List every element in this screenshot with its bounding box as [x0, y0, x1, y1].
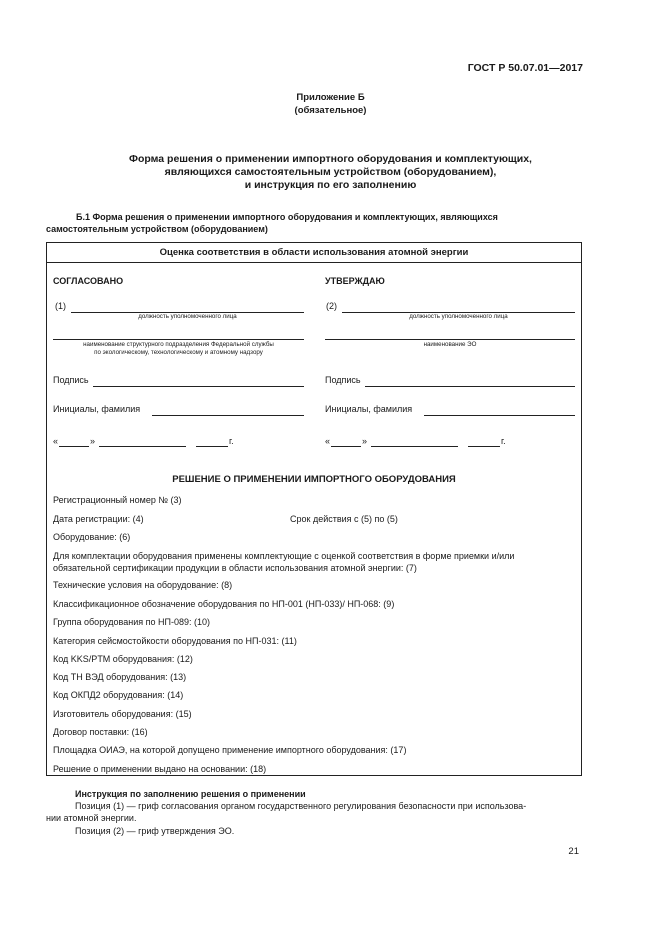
- field-components-line-2: обязательной сертификации продукции в области использования атомной энергии: (7): [53, 563, 417, 573]
- right-date-year-line[interactable]: [468, 446, 500, 447]
- field-site: Площадка ОИАЭ, на которой допущено применение импортного оборудования: (17): [53, 745, 407, 755]
- right-signature-label: Подпись: [325, 375, 361, 385]
- right-org-line[interactable]: [325, 339, 575, 340]
- section-heading-line-2: самостоятельным устройством (оборудованием): [46, 224, 268, 234]
- left-date-month-line[interactable]: [99, 446, 186, 447]
- field-group: Группа оборудования по НП-089: (10): [53, 617, 210, 627]
- field-validity: Срок действия с (5) по (5): [290, 514, 398, 524]
- left-signature-label: Подпись: [53, 375, 89, 385]
- form-title-line-2: являющихся самостоятельным устройством (оборудованием),: [164, 166, 497, 178]
- left-position-number: (1): [55, 301, 66, 311]
- form-title: [0, 153, 661, 192]
- appendix-heading: [0, 91, 661, 117]
- form-title-line-3: и инструкция по его заполнению: [244, 179, 417, 191]
- field-okpd2: Код ОКПД2 оборудования: (14): [53, 690, 184, 700]
- form-title-line-1: Форма решения о применении импортного оборудования и комплектующих,: [129, 153, 532, 165]
- field-equipment: Оборудование: (6): [53, 532, 131, 542]
- right-date-open-quote: «: [325, 436, 331, 446]
- page-number: 21: [568, 846, 579, 857]
- right-signature-line[interactable]: [365, 386, 575, 387]
- right-date-year-suffix: г.: [501, 436, 506, 446]
- field-contract: Договор поставки: (16): [53, 727, 148, 737]
- right-date-close-quote: »: [362, 436, 368, 446]
- right-position-number: (2): [326, 301, 337, 311]
- field-manufacturer: Изготовитель оборудования: (15): [53, 709, 192, 719]
- field-reg-number: Регистрационный номер № (3): [53, 495, 182, 505]
- right-position-caption: должность уполномоченного лица: [409, 313, 508, 320]
- instructions-title: Инструкция по заполнению решения о применении: [75, 789, 306, 799]
- decision-title: РЕШЕНИЕ О ПРИМЕНЕНИИ ИМПОРТНОГО ОБОРУДОВАНИЯ: [172, 474, 456, 485]
- approved-heading: СОГЛАСОВАНО: [53, 276, 124, 286]
- field-tnved: Код ТН ВЭД оборудования: (13): [53, 672, 187, 682]
- left-org-caption: [53, 341, 304, 357]
- left-org-line[interactable]: [53, 339, 304, 340]
- right-date-month-line[interactable]: [371, 446, 458, 447]
- section-heading-line-1: Б.1 Форма решения о применении импортного оборудования и комплектующих, являющихся: [76, 212, 498, 222]
- field-kks: Код KKS/PTM оборудования: (12): [53, 654, 193, 664]
- left-initials-line[interactable]: [152, 415, 304, 416]
- instructions-position-1-line-1: Позиция (1) — гриф согласования органом государственного регулирования безопасности при использова-: [75, 801, 527, 811]
- field-components-line-1: Для комплектации оборудования применены комплектующие с оценкой соответствия в форме приемки и/или: [53, 551, 515, 561]
- right-date-day-line[interactable]: [331, 446, 361, 447]
- right-org-caption: наименование ЭО: [423, 341, 477, 348]
- left-date-year-suffix: г.: [229, 436, 234, 446]
- field-seismic: Категория сейсмостойкости оборудования по НП-031: (11): [53, 636, 297, 646]
- left-signature-line[interactable]: [93, 386, 304, 387]
- field-classification: Классификационное обозначение оборудования по НП-001 (НП-033)/ НП-068: (9): [53, 599, 395, 609]
- field-components: [53, 550, 579, 574]
- appendix-status: (обязательное): [294, 105, 367, 116]
- right-initials-label: Инициалы, фамилия: [325, 404, 413, 414]
- field-reg-date: Дата регистрации: (4): [53, 514, 144, 524]
- left-position-caption: должность уполномоченного лица: [138, 313, 237, 320]
- field-specs: Технические условия на оборудование: (8): [53, 580, 233, 590]
- left-date-day-line[interactable]: [59, 446, 89, 447]
- section-heading: [46, 211, 566, 235]
- left-org-caption-line-1: наименование структурного подразделения Федеральной службы: [83, 341, 274, 348]
- approve-heading: УТВЕРЖДАЮ: [325, 276, 385, 286]
- left-initials-label: Инициалы, фамилия: [53, 404, 141, 414]
- document-code: ГОСТ Р 50.07.01—2017: [467, 62, 583, 74]
- instructions-position-2: Позиция (2) — гриф утверждения ЭО.: [75, 826, 235, 836]
- box-title-divider: [46, 262, 582, 263]
- instructions-position-1-line-2: нии атомной энергии.: [46, 813, 137, 823]
- field-basis: Решение о применении выдано на основании: (18): [53, 764, 267, 774]
- left-date-close-quote: »: [90, 436, 96, 446]
- form-box-title: Оценка соответствия в области использования атомной энергии: [159, 247, 469, 258]
- instructions-position-1: [46, 800, 584, 824]
- left-date-year-line[interactable]: [196, 446, 228, 447]
- left-org-caption-line-2: по экологическому, технологическому и атомному надзору: [94, 349, 263, 356]
- left-date-open-quote: «: [53, 436, 59, 446]
- right-initials-line[interactable]: [424, 415, 575, 416]
- appendix-title: Приложение Б: [296, 92, 365, 103]
